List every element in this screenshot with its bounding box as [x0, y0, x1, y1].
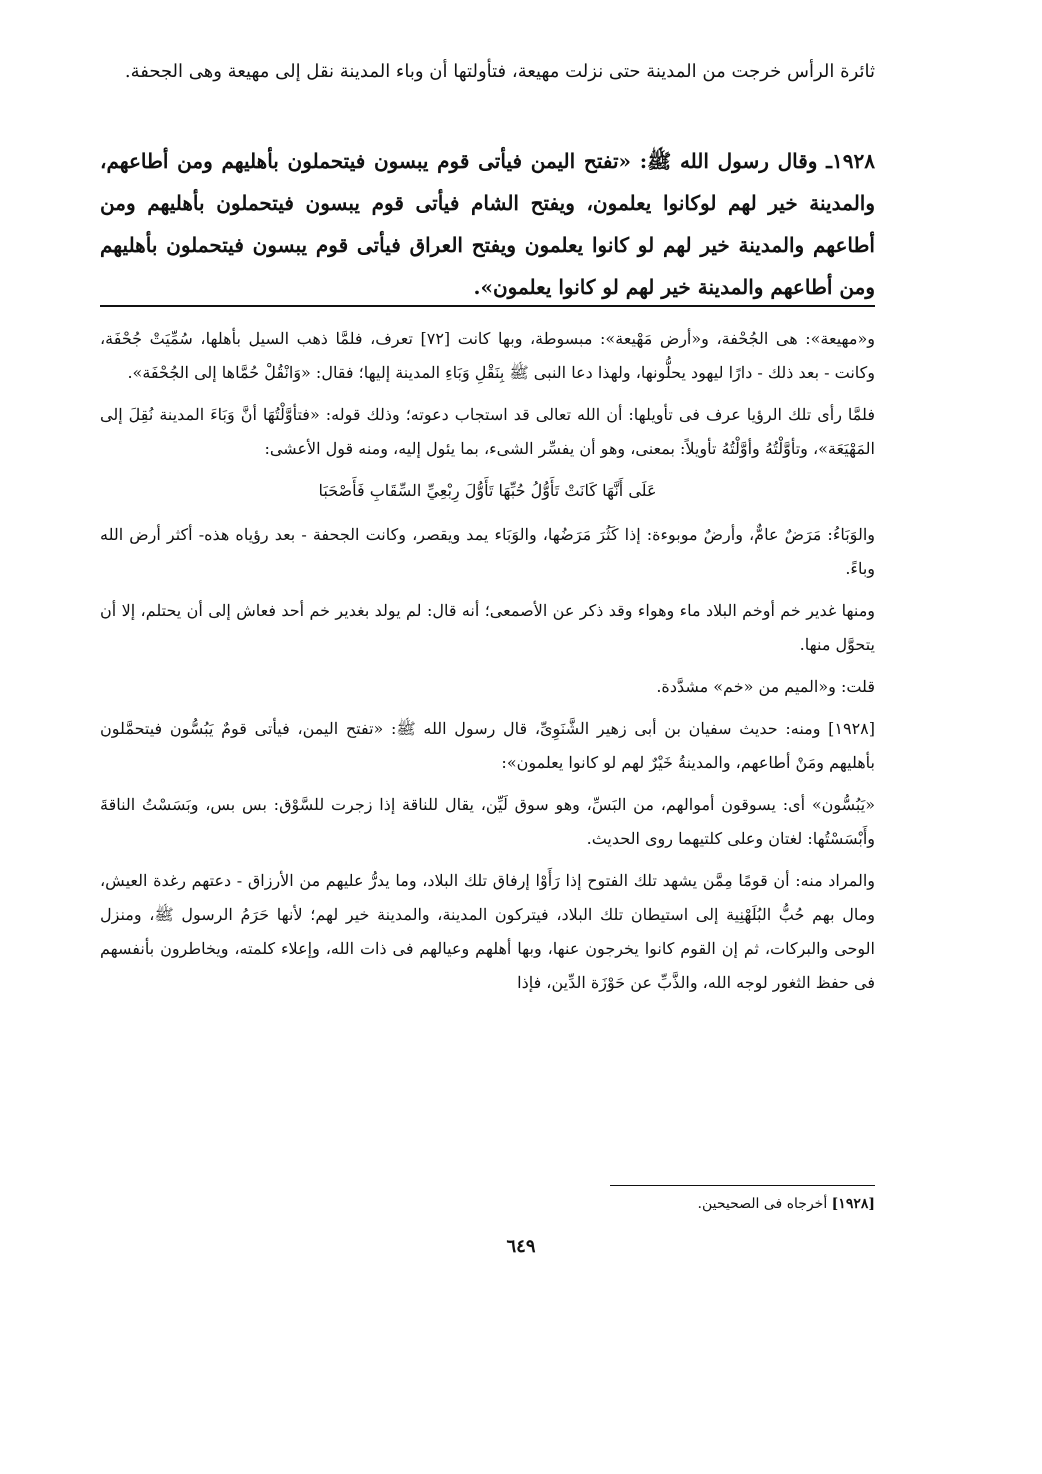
- poetry-verse: عَلَى أَنَّهَا كَانَتْ تَأَوُّلُ حُبِّهَا تَأَوُّلَ رِبْعِيِّ السِّقَابِ فَأَصْحَبَا: [318, 481, 657, 500]
- commentary-paragraph-7: «يَبُسُّون» أى: يسوقون أموالهم، من البَسِّ، وهو سوق لَيِّن، يقال للناقة إذا زجرت للسَّوْق: بس بس، وبَسَسْتُ الناقةَ وأَبْسَسْتُها: لغتان وعلى كلتيهما روى الحديث.: [100, 795, 875, 848]
- footnote-text: أخرجاه فى الصحيحين.: [697, 1196, 828, 1212]
- commentary-paragraph-2: فلمَّا رأى تلك الرؤيا عرف فى تأويلها: أن الله تعالى قد استجاب دعوته؛ وذلك قوله: «فتأوَّلْتُهَا أنَّ وَبَاءَ المدينة نُقِلَ إلى المَهْيَعَة»، وتأوَّلْتُهُ وأوَّلْتُهُ تأويلاً: بمعنى، وهو أن يفسِّر الشىء، بما يئول إليه، ومنه قول الأعشى:: [100, 405, 875, 458]
- commentary-paragraph-5: قلت: و«الميم من «خم» مشدَّدة.: [656, 677, 875, 696]
- commentary-section: [100, 322, 875, 1008]
- commentary-paragraph-6: [١٩٢٨] ومنه: حديث سفيان بن أبى زهير الشَّنَوِىِّ، قال رسول الله ﷺ: «تفتح اليمن، فيأتى قومٌ يَبُسُّون فيتحمَّلون بأهليهم ومَنْ أطاعهم، والمدينةُ خَيْرٌ لهم لو كانوا يعلمون»:: [100, 719, 876, 772]
- page-number: ٦٤٩: [506, 1236, 536, 1257]
- footnote-ref: [١٩٢٨]: [831, 1196, 875, 1212]
- commentary-paragraph-1: و«مهيعة»: هى الجُحْفة، و«أرض مَهْيعة»: مبسوطة، وبها كانت [٧٢] تعرف، فلمَّا ذهب السيل بأهلها، سُمِّيَتْ جُحْفَة، وكانت - بعد ذلك - دارًا ليهود يحلُّونها، ولهذا دعا النبى ﷺ بِنَقْلِ وَبَاءِ المدينة إليها؛ فقال: «وَانْقُلْ حُمَّاها إلى الجُحْفَة».: [100, 329, 876, 382]
- hadith-paragraph: [100, 140, 875, 308]
- hadith-number: ١٩٢٨ـ: [826, 149, 875, 173]
- footnote-divider: [610, 1185, 875, 1186]
- intro-paragraph: [100, 50, 875, 94]
- intro-text: ثائرة الرأس خرجت من المدينة حتى نزلت مهيعة، فتأولتها أن وباء المدينة نقل إلى مهيعة وهى الجحفة.: [124, 61, 875, 82]
- commentary-paragraph-8: والمراد منه: أن قومًا مِمَّن يشهد تلك الفتوح إذا رَأَوْا إرفاق تلك البلاد، وما يدرُّ عليهم من الأرزاق - دعتهم رغدة العيش، ومال بهم حُبُّ البُلَهْنِية إلى استيطان تلك البلاد، فيتركون المدينة، والمدينة خير لهم؛ لأنها حَرَمُ الرسول ﷺ، ومنزل الوحى والبركات، ثم إن القوم كانوا يخرجون عنها، وبها أهلهم وعيالهم فى ذات الله، وإعلاء كلمته، ويخاطرون بأنفسهم فى حفظ الثغور لوجه الله، والذَّبِّ عن حَوْزَة الدِّين، فإذا: [100, 871, 875, 992]
- footnote: [500, 1190, 875, 1218]
- section-divider: [100, 305, 875, 307]
- hadith-text: وقال رسول الله ﷺ: «تفتح اليمن فيأتى قوم يبسون فيتحملون بأهليهم ومن أطاعهم، والمدينة خير لهم لوكانوا يعلمون، ويفتح الشام فيأتى قوم يبسون فيتحملون بأهليهم ومن أطاعهم والمدينة خير لهم لو كانوا يعلمون ويفتح العراق فيأتى قوم يبسون فيتحملون بأهليهم ومن أطاعهم والمدينة خير لهم لو كانوا يعلمون».: [100, 149, 875, 299]
- commentary-paragraph-4: ومنها غدير خم أوخم البلاد ماء وهواء وقد ذكر عن الأصمعى؛ أنه قال: لم يولد بغدير خم أحد فعاش إلى أن يحتلم، إلا أن يتحوَّل منها.: [100, 601, 875, 654]
- commentary-paragraph-3: والوَبَاءُ: مَرَضٌ عامٌّ، وأرضٌ موبوءة: إذا كَثُرَ مَرَضُها، والوَبَاء يمد ويقصر، وكانت الجحفة - بعد رؤياه هذه- أكثر أرض الله وباءً.: [100, 525, 875, 578]
